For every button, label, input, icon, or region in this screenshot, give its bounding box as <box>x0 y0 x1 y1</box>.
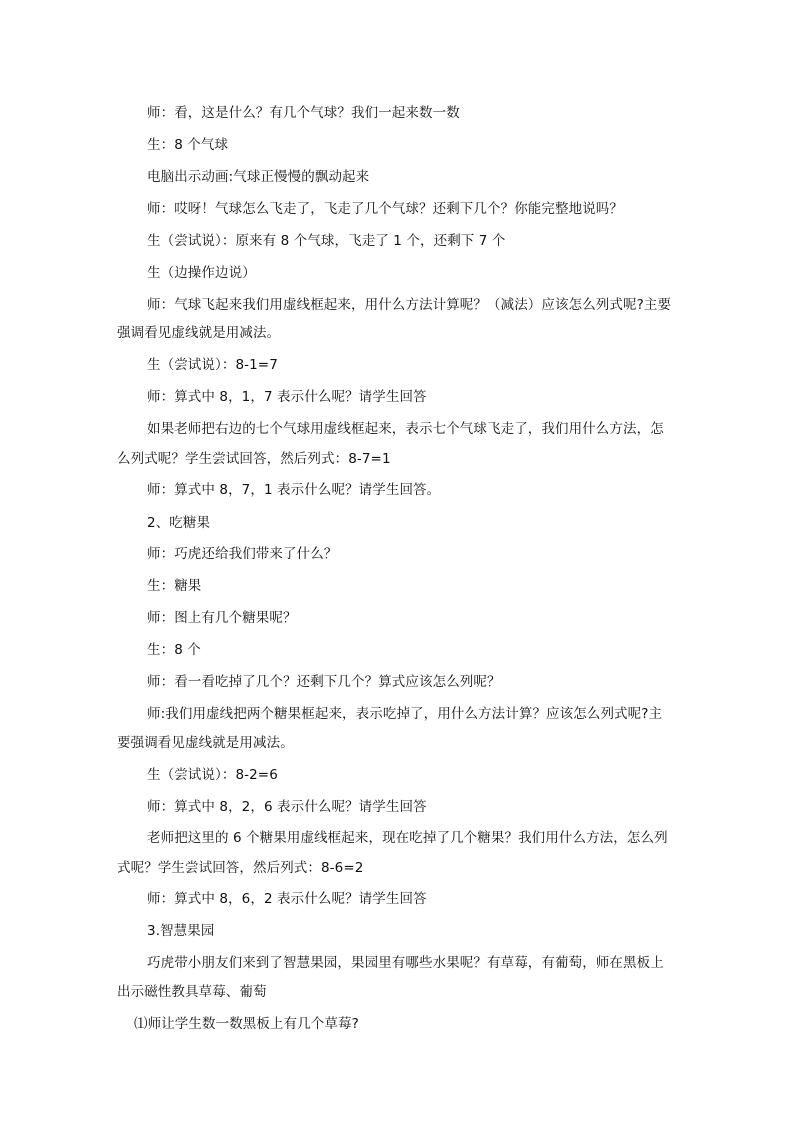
paragraph-line: 师：看，这是什么？有几个气球？我们一起来数一数 <box>147 105 460 121</box>
paragraph-line: 生：糖果 <box>147 578 202 594</box>
paragraph-line: 师：巧虎还给我们带来了什么？ <box>147 546 338 562</box>
paragraph-line: 式呢？学生尝试回答，然后列式：8-6=2 <box>117 860 364 876</box>
paragraph-line: 师：气球飞起来我们用虚线框起来，用什么方法计算呢？（减法）应该怎么列式呢?主要 <box>147 297 672 313</box>
paragraph-line: 生：8 个气球 <box>147 137 229 153</box>
paragraph-line: 生：8 个 <box>147 642 201 658</box>
paragraph-line: 师：图上有几个糖果呢？ <box>147 610 297 626</box>
paragraph-line: 师：算式中 8，2，6 表示什么呢？请学生回答 <box>147 799 427 815</box>
section-heading: 2、吃糖果 <box>147 515 211 531</box>
paragraph-line: 生（尝试说）：原来有 8 个气球，飞走了 1 个，还剩下 7 个 <box>147 233 506 249</box>
paragraph-line: ⑴师让学生数一数黑板上有几个草莓? <box>134 1016 359 1032</box>
paragraph-line: 师：哎呀！气球怎么飞走了，飞走了几个气球？还剩下几个？你能完整地说吗？ <box>147 201 623 217</box>
paragraph-line: 师：看一看吃掉了几个？还剩下几个？算式应该怎么列呢？ <box>147 674 501 690</box>
paragraph-line: 生（尝试说）：8-1=7 <box>147 357 278 373</box>
paragraph-line: 师：算式中 8，7，1 表示什么呢？请学生回答。 <box>147 482 441 498</box>
paragraph-line: 生（边操作边说） <box>147 265 256 281</box>
paragraph-line: 巧虎带小朋友们来到了智慧果园，果园里有哪些水果呢？有草莓，有葡萄，师在黑板上 <box>147 955 664 971</box>
paragraph-line: 出示磁性教具草莓、葡萄 <box>117 984 267 1000</box>
paragraph-line: 强调看见虚线就是用减法。 <box>117 325 281 341</box>
paragraph-line: 电脑出示动画:气球正慢慢的飘动起来 <box>147 169 370 185</box>
paragraph-line: 师：算式中 8，1，7 表示什么呢？请学生回答 <box>147 389 427 405</box>
paragraph-line: 生（尝试说）：8-2=6 <box>147 767 278 783</box>
paragraph-line: 要强调看见虚线就是用减法。 <box>117 735 294 751</box>
section-heading: 3.智慧果园 <box>147 923 215 939</box>
paragraph-line: 师:我们用虚线把两个糖果框起来，表示吃掉了，用什么方法计算？应该怎么列式呢?主 <box>147 706 663 722</box>
paragraph-line: 师：算式中 8，6，2 表示什么呢？请学生回答 <box>147 891 427 907</box>
paragraph-line: 老师把这里的 6 个糖果用虚线框起来，现在吃掉了几个糖果？我们用什么方法，怎么列 <box>147 830 668 846</box>
paragraph-line: 么列式呢？学生尝试回答，然后列式：8-7=1 <box>117 451 391 467</box>
paragraph-line: 如果老师把右边的七个气球用虚线框起来，表示七个气球飞走了，我们用什么方法，怎 <box>147 421 664 437</box>
